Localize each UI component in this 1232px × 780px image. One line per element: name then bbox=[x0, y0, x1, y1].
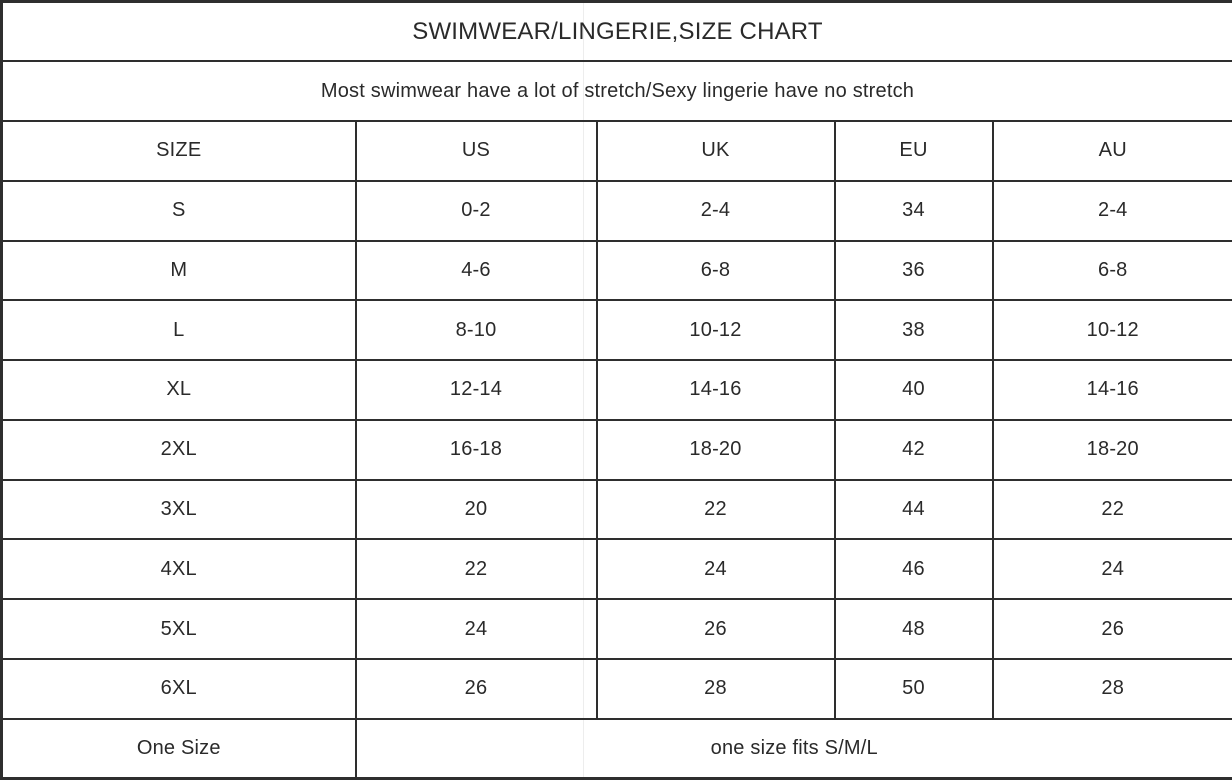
cell-uk: 14-16 bbox=[597, 360, 835, 420]
cell-one-size-label: One Size bbox=[2, 719, 356, 779]
cell-us: 20 bbox=[356, 480, 597, 540]
column-header-uk: UK bbox=[597, 121, 835, 181]
column-header-au: AU bbox=[993, 121, 1232, 181]
cell-uk: 22 bbox=[597, 480, 835, 540]
cell-us: 4-6 bbox=[356, 241, 597, 301]
table-row bbox=[2, 480, 1232, 540]
chart-title: SWIMWEAR/LINGERIE,SIZE CHART bbox=[2, 2, 1232, 62]
cell-au: 28 bbox=[993, 659, 1232, 719]
column-header-eu: EU bbox=[835, 121, 993, 181]
cell-au: 26 bbox=[993, 599, 1232, 659]
cell-uk: 2-4 bbox=[597, 181, 835, 241]
cell-au: 6-8 bbox=[993, 241, 1232, 301]
header-row bbox=[2, 121, 1232, 181]
cell-au: 24 bbox=[993, 539, 1232, 599]
table-row bbox=[2, 300, 1232, 360]
table-row bbox=[2, 599, 1232, 659]
cell-size: 2XL bbox=[2, 420, 356, 480]
cell-uk: 24 bbox=[597, 539, 835, 599]
cell-au: 22 bbox=[993, 480, 1232, 540]
cell-size: L bbox=[2, 300, 356, 360]
cell-size: 3XL bbox=[2, 480, 356, 540]
cell-us: 12-14 bbox=[356, 360, 597, 420]
cell-au: 18-20 bbox=[993, 420, 1232, 480]
cell-uk: 6-8 bbox=[597, 241, 835, 301]
cell-size: XL bbox=[2, 360, 356, 420]
table-row bbox=[2, 360, 1232, 420]
table-row bbox=[2, 181, 1232, 241]
cell-eu: 40 bbox=[835, 360, 993, 420]
cell-eu: 50 bbox=[835, 659, 993, 719]
cell-one-size-note: one size fits S/M/L bbox=[356, 719, 1232, 779]
cell-eu: 42 bbox=[835, 420, 993, 480]
one-size-row bbox=[2, 719, 1232, 779]
cell-eu: 46 bbox=[835, 539, 993, 599]
cell-size: 4XL bbox=[2, 539, 356, 599]
table-row bbox=[2, 420, 1232, 480]
cell-uk: 28 bbox=[597, 659, 835, 719]
cell-size: S bbox=[2, 181, 356, 241]
cell-us: 24 bbox=[356, 599, 597, 659]
table-row bbox=[2, 539, 1232, 599]
cell-eu: 48 bbox=[835, 599, 993, 659]
cell-size: 6XL bbox=[2, 659, 356, 719]
chart-subtitle: Most swimwear have a lot of stretch/Sexy lingerie have no stretch bbox=[2, 61, 1232, 121]
cell-us: 26 bbox=[356, 659, 597, 719]
title-row bbox=[2, 2, 1232, 62]
cell-uk: 26 bbox=[597, 599, 835, 659]
column-header-us: US bbox=[356, 121, 597, 181]
cell-size: M bbox=[2, 241, 356, 301]
cell-eu: 38 bbox=[835, 300, 993, 360]
cell-us: 0-2 bbox=[356, 181, 597, 241]
cell-us: 8-10 bbox=[356, 300, 597, 360]
table-row bbox=[2, 241, 1232, 301]
cell-eu: 36 bbox=[835, 241, 993, 301]
cell-uk: 10-12 bbox=[597, 300, 835, 360]
column-header-size: SIZE bbox=[2, 121, 356, 181]
cell-uk: 18-20 bbox=[597, 420, 835, 480]
cell-us: 22 bbox=[356, 539, 597, 599]
cell-eu: 34 bbox=[835, 181, 993, 241]
cell-us: 16-18 bbox=[356, 420, 597, 480]
cell-au: 2-4 bbox=[993, 181, 1232, 241]
subtitle-row bbox=[2, 61, 1232, 121]
cell-au: 14-16 bbox=[993, 360, 1232, 420]
cell-size: 5XL bbox=[2, 599, 356, 659]
table-row bbox=[2, 659, 1232, 719]
cell-au: 10-12 bbox=[993, 300, 1232, 360]
cell-eu: 44 bbox=[835, 480, 993, 540]
